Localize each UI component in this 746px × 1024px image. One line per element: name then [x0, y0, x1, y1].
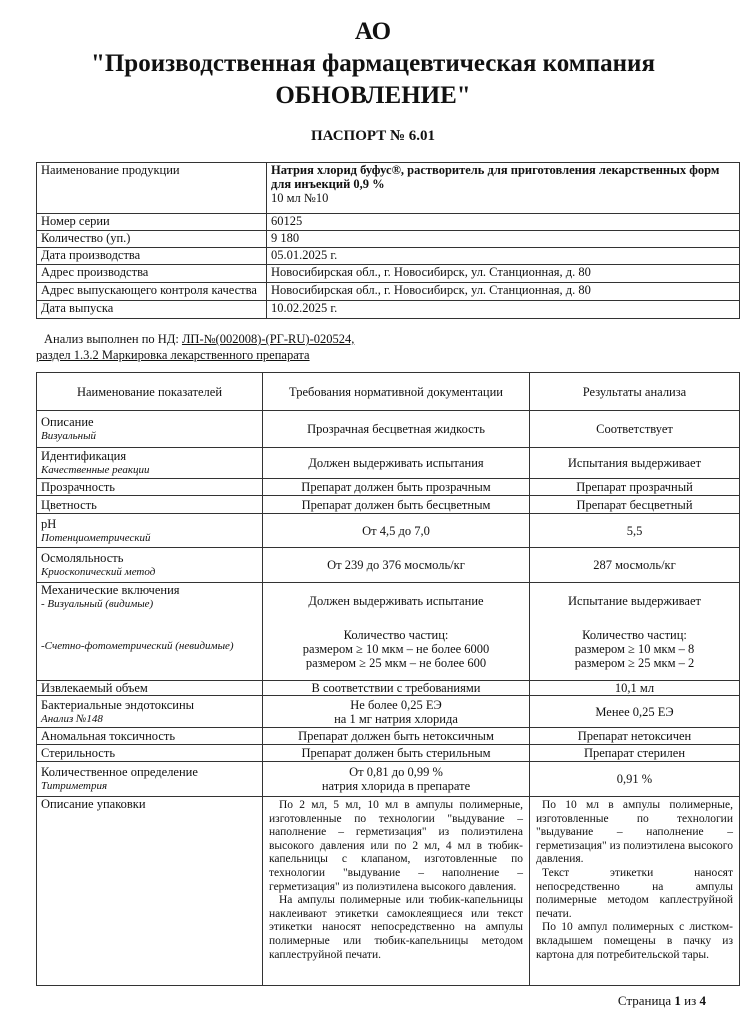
company-name-2: ОБНОВЛЕНИЕ" [275, 82, 471, 109]
table-cell [263, 797, 530, 986]
requirement: Препарат должен быть прозрачным [263, 479, 530, 496]
table-cell [37, 514, 263, 548]
param-name: Аномальная токсичность [37, 728, 263, 745]
table-row [37, 681, 740, 696]
result: Менее 0,25 ЕЭ [530, 696, 740, 728]
col-header: Требования нормативной документации [263, 373, 530, 411]
table-row [37, 745, 740, 762]
requirement: на 1 мг натрия хлорида [334, 711, 458, 726]
table-cell [530, 797, 740, 986]
passport-title: ПАСПОРТ № 6.01 [310, 128, 436, 144]
param-name: Описание [41, 415, 94, 429]
header-row [37, 373, 740, 411]
result: размером ≥ 25 мкм – 2 [574, 655, 695, 670]
page-label: Страница [617, 993, 675, 1008]
info-label: Наименование продукции [37, 163, 267, 214]
org-type: АО [354, 18, 392, 45]
note-section: раздел 1.3.2 Маркировка лекарственного препарата [36, 348, 310, 362]
result: размером ≥ 10 мкм – 8 [574, 641, 695, 656]
param-name: Количественное определение [41, 765, 198, 779]
requirement: От 239 до 376 мосмоль/кг [263, 548, 530, 583]
info-label: Адрес производства [37, 265, 267, 283]
result: Препарат нетоксичен [530, 728, 740, 745]
result: Препарат бесцветный [530, 496, 740, 514]
table-cell [37, 696, 263, 728]
info-value: Новосибирская обл., г. Новосибирск, ул. Станционная, д. 80 [267, 265, 740, 283]
result: Испытания выдерживает [530, 448, 740, 479]
param-method: Визуальный [41, 430, 97, 442]
info-label: Номер серии [37, 214, 267, 231]
info-row [37, 283, 740, 301]
param-method: Анализ №148 [41, 712, 103, 725]
requirement: От 0,81 до 0,99 % [349, 765, 443, 779]
table-row [37, 411, 740, 448]
col-header: Результаты анализа [530, 373, 740, 411]
requirement: Препарат должен быть стерильным [263, 745, 530, 762]
info-row [37, 231, 740, 248]
table-row [37, 583, 740, 681]
param-method: Качественные реакции [41, 464, 150, 476]
param-name: pH [41, 516, 57, 531]
result: Испытание выдерживает [568, 593, 701, 608]
product-name: Натрия хлорид буфус®, растворитель для приготовления лекарственных форм для инъекций 0,9 % [271, 163, 720, 191]
requirement: В соответствии с требованиями [263, 681, 530, 696]
result: 10,1 мл [530, 681, 740, 696]
param-method: -Счетно-фотометрический (невидимые) [41, 640, 234, 652]
param-name: Идентификация [41, 449, 127, 463]
result: Препарат прозрачный [530, 479, 740, 496]
info-row [37, 301, 740, 319]
table-cell [37, 411, 263, 448]
table-row [37, 514, 740, 548]
table-row [37, 728, 740, 745]
param-name: Осмоляльность [41, 551, 124, 565]
info-row [37, 214, 740, 231]
info-row [37, 265, 740, 283]
param-method: Потенциометрический [41, 531, 151, 544]
info-value: 10.02.2025 г. [267, 301, 740, 319]
param-method: Титриметрия [41, 780, 108, 792]
requirement: На ампулы полимерные или тюбик-капельницы наклеивают этикетки самоклеящиеся или текст этикетки наносят непосредственно на ампулы полимерные или тюбик-капельницы методом каплеструйной печати. [269, 894, 523, 961]
table-row [37, 797, 740, 986]
col-header: Наименование показателей [37, 373, 263, 411]
table-cell [263, 762, 530, 797]
table-cell [530, 583, 740, 681]
total-pages: 4 [699, 993, 706, 1008]
note-prefix: Анализ выполнен по НД: [44, 332, 182, 346]
table-row [37, 548, 740, 583]
table-row [37, 479, 740, 496]
info-value: Новосибирская обл., г. Новосибирск, ул. Станционная, д. 80 [267, 283, 740, 301]
table-row [37, 762, 740, 797]
param-name: Стерильность [37, 745, 263, 762]
result: 0,91 % [530, 762, 740, 797]
table-cell [263, 696, 530, 728]
param-name: Извлекаемый объем [37, 681, 263, 696]
param-method: Криоскопический метод [41, 566, 156, 578]
info-value: 05.01.2025 г. [267, 248, 740, 265]
param-name: Описание упаковки [37, 797, 263, 986]
requirement: Прозрачная бесцветная жидкость [263, 411, 530, 448]
nd-link: ЛП-№(002008)-(РГ-RU)-020524, [181, 332, 355, 346]
info-label: Количество (уп.) [37, 231, 267, 248]
page-number [618, 993, 706, 1009]
info-label: Адрес выпускающего контроля качества [37, 283, 267, 301]
requirement: натрия хлорида в препарате [321, 779, 471, 793]
analysis-note [36, 331, 355, 363]
requirement: Должен выдерживать испытания [263, 448, 530, 479]
info-row [37, 248, 740, 265]
requirement: Не более 0,25 ЕЭ [350, 697, 442, 712]
result: 287 мосмоль/кг [530, 548, 740, 583]
table-row [37, 696, 740, 728]
table-cell [37, 762, 263, 797]
result: Препарат стерилен [530, 745, 740, 762]
param-name: Прозрачность [37, 479, 263, 496]
requirement: По 2 мл, 5 мл, 10 мл в ампулы полимерные, изготовленные по технологии "выдувание – наполнение – герметизация" из полиэтилена высокого давления или по 2 мл, 4 мл в тюбик-капельницы с клапаном, изготовленные по технологии "выдувание – наполнение – герметизация" из полиэтилена высокого давления. [269, 799, 523, 893]
info-value: 9 180 [267, 231, 740, 248]
table-cell [37, 548, 263, 583]
param-method: - Визуальный (видимые) [41, 598, 154, 610]
info-row [37, 163, 740, 214]
result: 5,5 [530, 514, 740, 548]
page-of: из [680, 993, 700, 1008]
param-name: Механические включения [41, 583, 180, 597]
requirement: Должен выдерживать испытание [308, 593, 484, 608]
result: Соответствует [530, 411, 740, 448]
requirement: размером ≥ 10 мкм – не более 6000 [302, 641, 490, 656]
table-row [37, 448, 740, 479]
info-label: Дата выпуска [37, 301, 267, 319]
param-name: Бактериальные эндотоксины [41, 697, 195, 712]
table-cell [37, 583, 263, 681]
product-info-table [36, 162, 740, 319]
product-pack: 10 мл №10 [271, 191, 329, 205]
result: По 10 мл в ампулы полимерные, изготовленные по технологии "выдувание – наполнение – герметизация" из полиэтилена высокого давления. [536, 799, 733, 866]
table-row [37, 496, 740, 514]
analysis-table [36, 372, 740, 986]
info-label: Дата производства [37, 248, 267, 265]
result: Текст этикетки наносят непосредственно на ампулы полимерные методом каплеструйной печати. [536, 866, 733, 920]
requirement: размером ≥ 25 мкм – не более 600 [305, 655, 487, 670]
requirement: От 4,5 до 7,0 [263, 514, 530, 548]
current-page: 1 [674, 993, 681, 1008]
company-name: "Производственная фармацевтическая компания [90, 50, 655, 77]
table-cell [37, 448, 263, 479]
param-name: Цветность [37, 496, 263, 514]
requirement: Препарат должен быть нетоксичным [263, 728, 530, 745]
result: Количество частиц: [582, 627, 687, 642]
requirement: Количество частиц: [343, 627, 449, 642]
info-value: 60125 [267, 214, 740, 231]
result: По 10 ампул полимерных с листком-вкладышем помещены в пачку из картона для потребительской тары. [536, 921, 733, 961]
table-cell [263, 583, 530, 681]
requirement: Препарат должен быть бесцветным [263, 496, 530, 514]
info-value [267, 163, 740, 214]
